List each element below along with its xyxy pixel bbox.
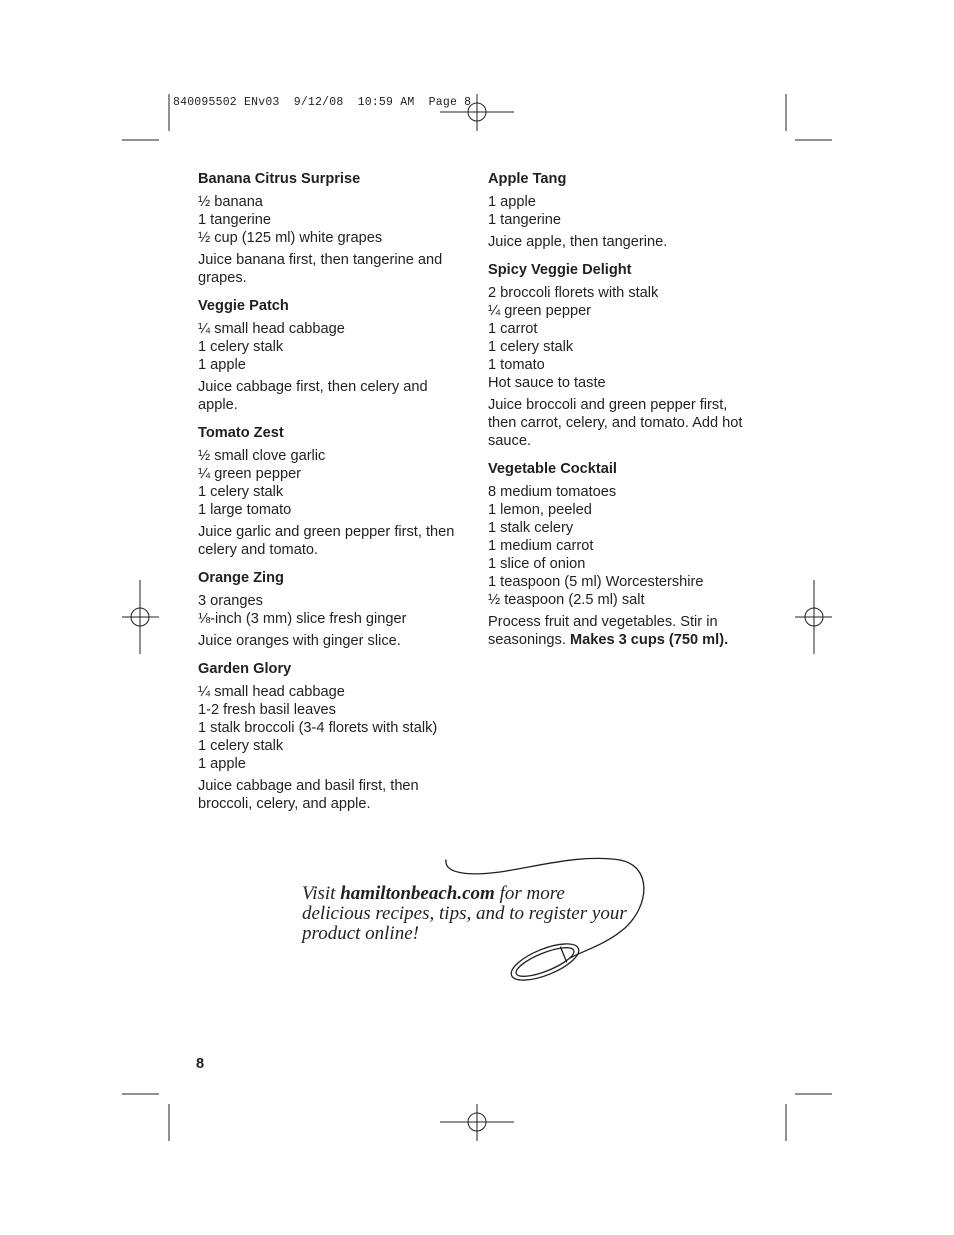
ingredient: 1-2 fresh basil leaves: [198, 702, 336, 718]
ingredient: 1 celery stalk: [488, 339, 574, 355]
ingredient: 1 tomato: [488, 357, 545, 373]
ingredient: 1 lemon, peeled: [488, 502, 592, 518]
ingredient: ¼ green pepper: [198, 466, 302, 482]
recipe-orange-zing: [198, 569, 468, 650]
ingredient: 2 broccoli florets with stalk: [488, 285, 659, 301]
ingredient: ½ cup (125 ml) white grapes: [198, 230, 383, 246]
recipe-directions: Juice cabbage and basil first, then broccoli, celery, and apple.: [198, 778, 419, 812]
recipe-vegetable-cocktail: [488, 460, 758, 649]
promo-suffix: for more delicious recipes, tips, and to register your product online!: [302, 883, 627, 944]
yield-text: Makes 3 cups (750 ml).: [569, 632, 729, 648]
ingredient: 1 celery stalk: [198, 484, 284, 500]
ingredient: 1 carrot: [488, 321, 538, 337]
page-number: 8: [196, 1056, 205, 1072]
ingredient: 1 tangerine: [198, 212, 272, 228]
ingredient: 1 apple: [198, 357, 246, 373]
website-link[interactable]: hamiltonbeach.com: [340, 883, 495, 904]
ingredient: 1 celery stalk: [198, 738, 284, 754]
ingredient-list: [198, 592, 468, 628]
recipe-apple-tang: [488, 170, 758, 251]
recipe-tomato-zest: [198, 424, 468, 559]
ingredient: 1 slice of onion: [488, 556, 586, 572]
promo-prefix: Visit: [302, 883, 341, 904]
ingredient: ¼ small head cabbage: [198, 321, 345, 337]
recipe-directions: Juice banana first, then tangerine and grapes.: [198, 252, 443, 286]
ingredient: 1 stalk celery: [488, 520, 574, 536]
recipe-directions: Juice apple, then tangerine.: [488, 234, 668, 250]
recipe-title: Banana Citrus Surprise: [198, 171, 361, 187]
recipe-title: Veggie Patch: [198, 298, 289, 314]
ingredient: 1 apple: [488, 194, 536, 210]
ingredient-list: [198, 193, 468, 247]
directions-text: Process fruit and vegetables. Stir in seasonings.: [488, 614, 718, 648]
recipe-directions: Juice cabbage first, then celery and apple.: [198, 379, 428, 413]
recipe-veggie-patch: [198, 297, 468, 414]
ingredient: Hot sauce to taste: [488, 375, 606, 391]
left-recipe-column: [198, 170, 468, 823]
recipe-garden-glory: [198, 660, 468, 813]
recipe-directions: [488, 613, 758, 649]
ingredient: 1 apple: [198, 756, 246, 772]
promo-text: [302, 884, 632, 944]
printer-slug-line: 840095502 ENv03 9/12/08 10:59 AM Page 8: [173, 96, 472, 109]
ingredient-list: [488, 284, 758, 392]
ingredient: 1 medium carrot: [488, 538, 594, 554]
recipe-title: Garden Glory: [198, 661, 292, 677]
ingredient: 1 large tomato: [198, 502, 292, 518]
ingredient: 1 tangerine: [488, 212, 562, 228]
ingredient: ¼ small head cabbage: [198, 684, 345, 700]
ingredient: ½ teaspoon (2.5 ml) salt: [488, 592, 645, 608]
ingredient: 3 oranges: [198, 593, 263, 609]
ingredient: 1 teaspoon (5 ml) Worcestershire: [488, 574, 704, 590]
recipe-title: Tomato Zest: [198, 425, 284, 441]
recipe-title: Spicy Veggie Delight: [488, 262, 632, 278]
ingredient-list: [198, 683, 468, 773]
right-recipe-column: [488, 170, 758, 659]
ingredient-list: [488, 193, 758, 229]
recipe-banana-citrus-surprise: [198, 170, 468, 287]
ingredient: ⅛-inch (3 mm) slice fresh ginger: [198, 611, 407, 627]
recipe-title: Apple Tang: [488, 171, 567, 187]
ingredient-list: [488, 483, 758, 609]
recipe-directions: Juice garlic and green pepper first, then celery and tomato.: [198, 524, 455, 558]
ingredient: 8 medium tomatoes: [488, 484, 617, 500]
ingredient: ¼ green pepper: [488, 303, 592, 319]
recipe-directions: Juice oranges with ginger slice.: [198, 633, 401, 649]
ingredient: 1 stalk broccoli (3-4 florets with stalk): [198, 720, 438, 736]
ingredient: 1 celery stalk: [198, 339, 284, 355]
ingredient: ½ banana: [198, 194, 263, 210]
recipe-directions: Juice broccoli and green pepper first, then carrot, celery, and tomato. Add hot sauce.: [488, 397, 743, 449]
recipe-spicy-veggie-delight: [488, 261, 758, 450]
ingredient-list: [198, 320, 468, 374]
ingredient-list: [198, 447, 468, 519]
recipe-title: Orange Zing: [198, 570, 284, 586]
recipe-title: Vegetable Cocktail: [488, 461, 617, 477]
ingredient: ½ small clove garlic: [198, 448, 326, 464]
